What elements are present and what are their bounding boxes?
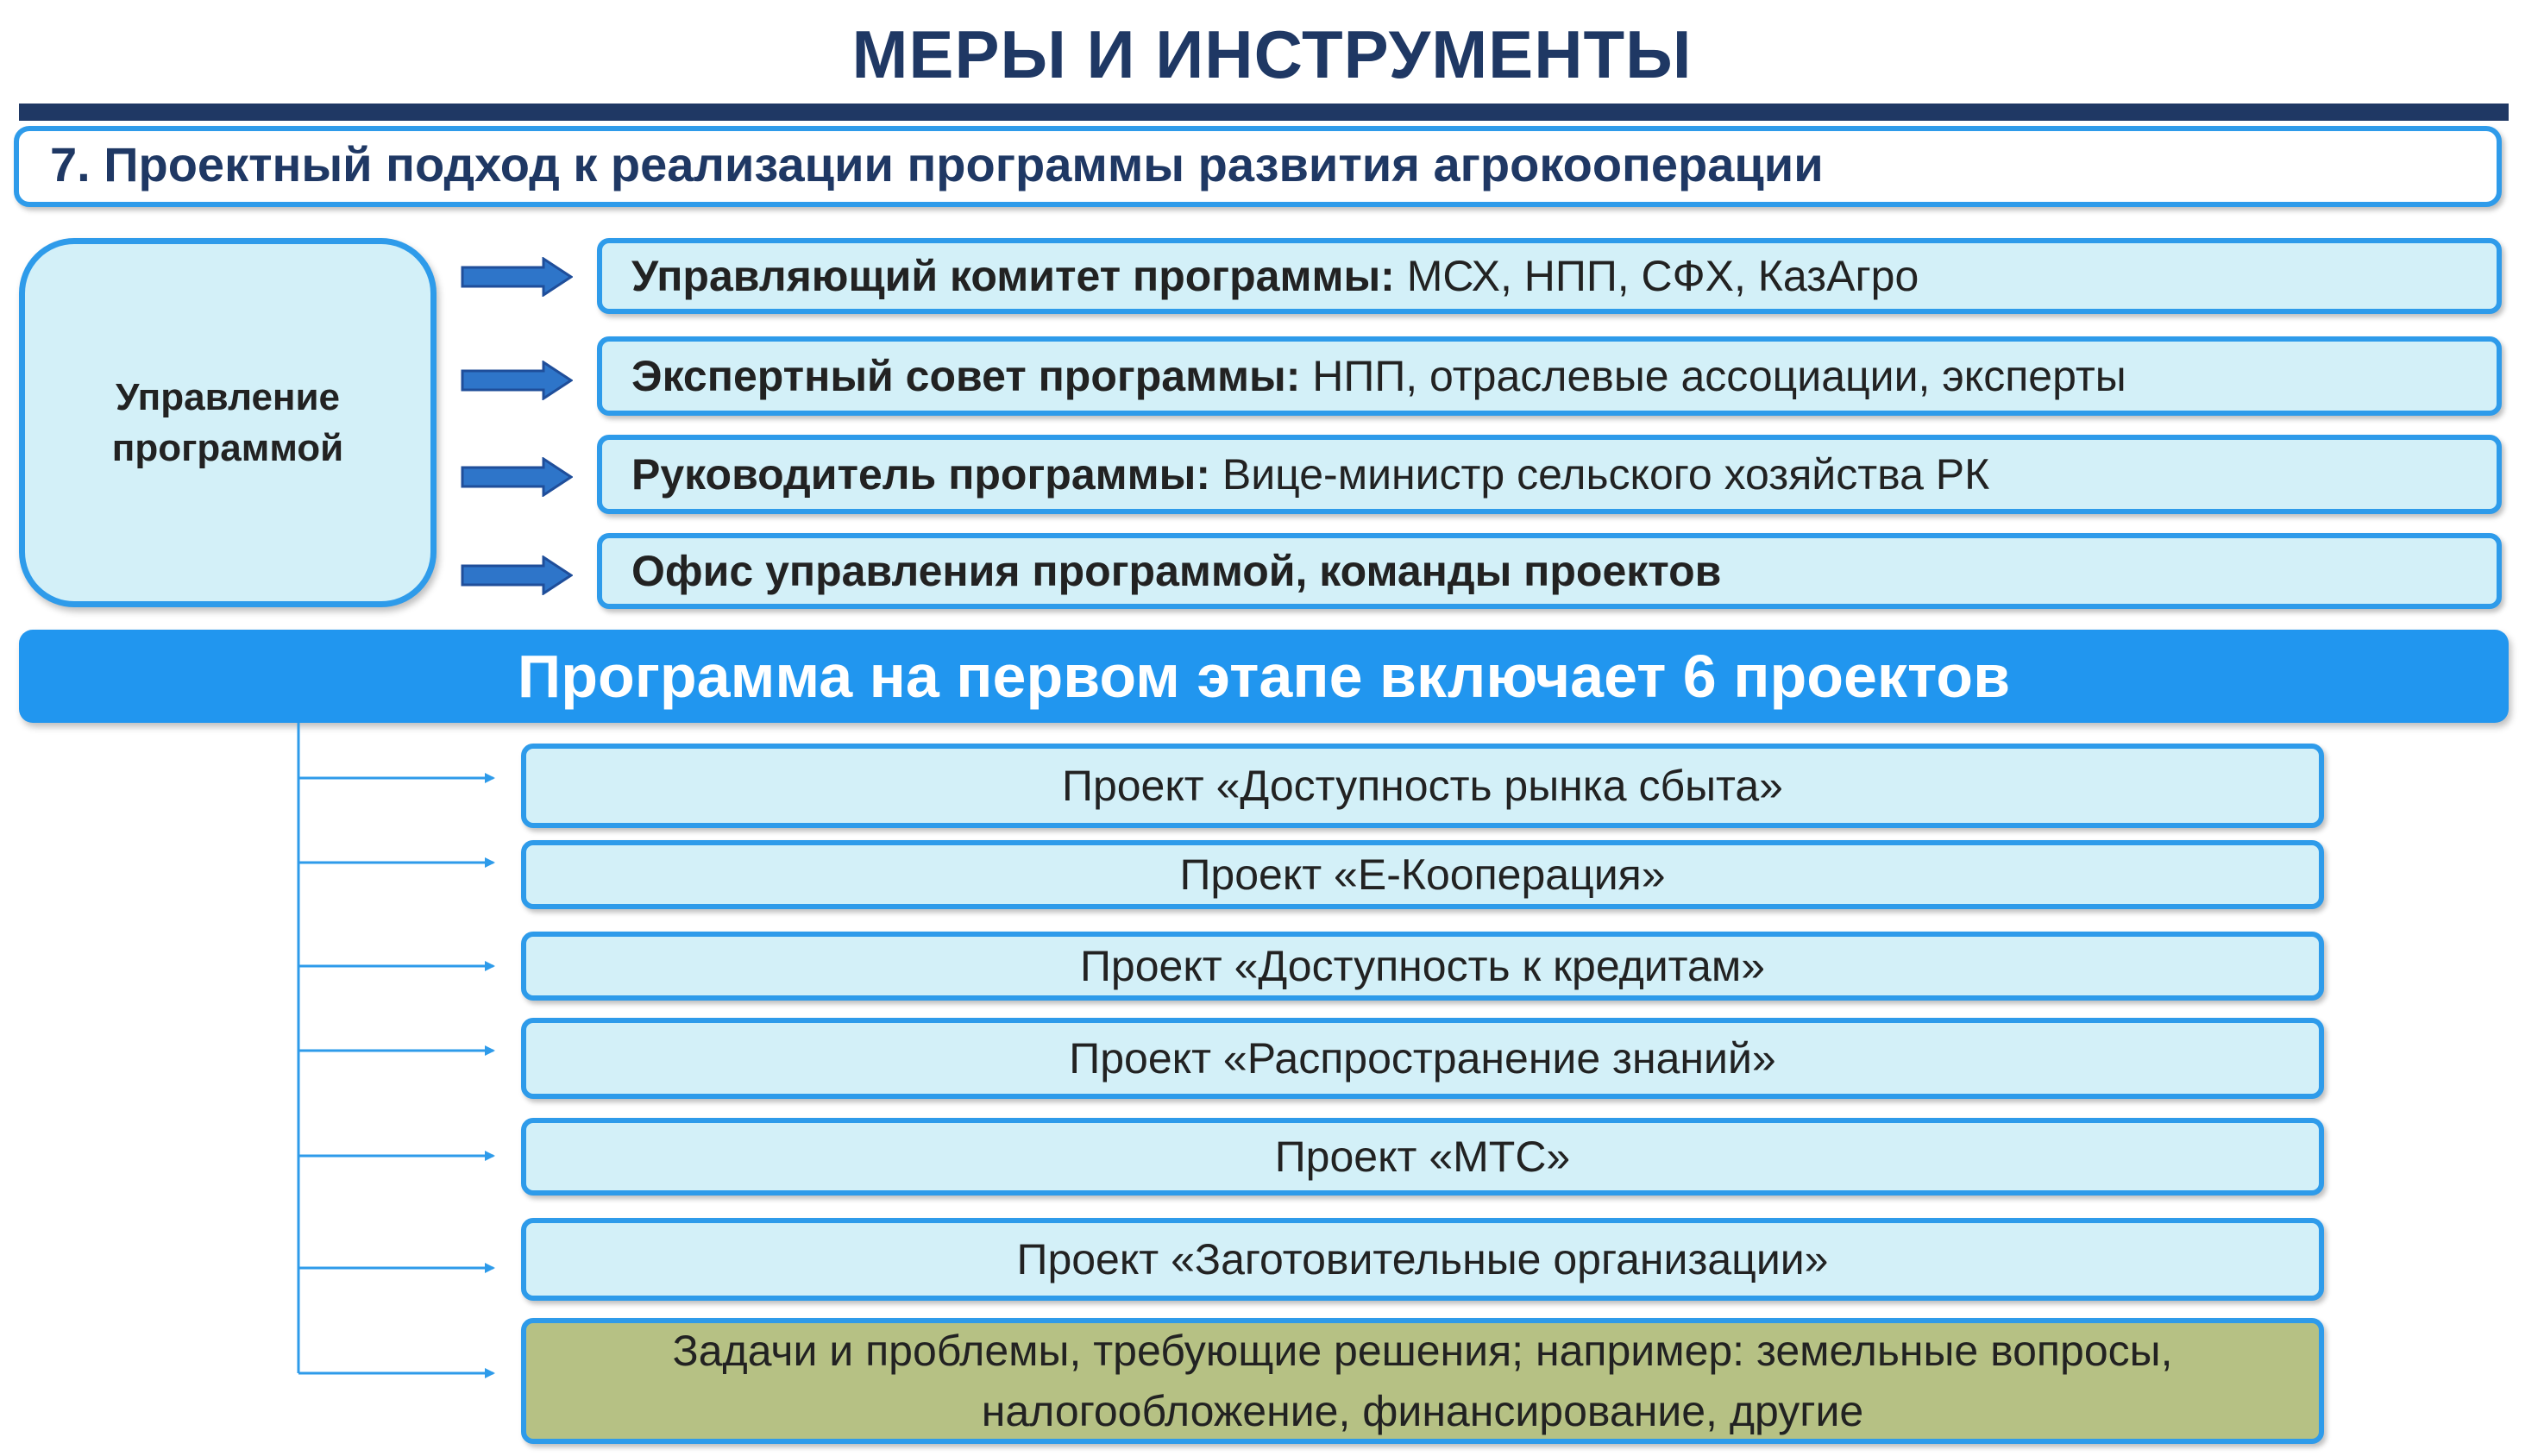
project-e-cooperation: Проект «Е-Кооперация» — [521, 840, 2324, 909]
governance-item-title: Офис управления программой, команды проектов — [631, 547, 1722, 595]
management-label: Управление программой — [111, 375, 344, 469]
governance-item-title: Экспертный совет программы: — [631, 352, 1301, 400]
governance-item-title: Руководитель программы: — [631, 450, 1210, 499]
project-credit-access: Проект «Доступность к кредитам» — [521, 932, 2324, 1001]
project-mts: Проект «МТС» — [521, 1118, 2324, 1196]
project-market-access: Проект «Доступность рынка сбыта» — [521, 744, 2324, 828]
project-knowledge-sharing: Проект «Распространение знаний» — [521, 1018, 2324, 1099]
governance-item-title: Управляющий комитет программы: — [631, 252, 1395, 300]
project-procurement-organizations: Проект «Заготовительные организации» — [521, 1218, 2324, 1301]
tasks-line-2: налогообложение, финансирование, другие — [981, 1387, 1864, 1435]
governance-item-text: НПП, отраслевые ассоциации, эксперты — [1300, 352, 2126, 400]
governance-item-text: МСХ, НПП, СФХ, КазАгро — [1394, 252, 1919, 300]
tasks-and-issues-box — [521, 1318, 2324, 1444]
tasks-line-1: Задачи и проблемы, требующие решения; например: земельные вопросы, — [672, 1327, 2173, 1375]
page-title: МЕРЫ И ИНСТРУМЕНТЫ — [851, 16, 1693, 92]
governance-item-text: Вице-министр сельского хозяйства РК — [1209, 450, 1990, 499]
program-banner: Программа на первом этапе включает 6 проектов — [19, 630, 2509, 723]
section-header: 7. Проектный подход к реализации программы развития агрокооперации — [50, 137, 1824, 191]
